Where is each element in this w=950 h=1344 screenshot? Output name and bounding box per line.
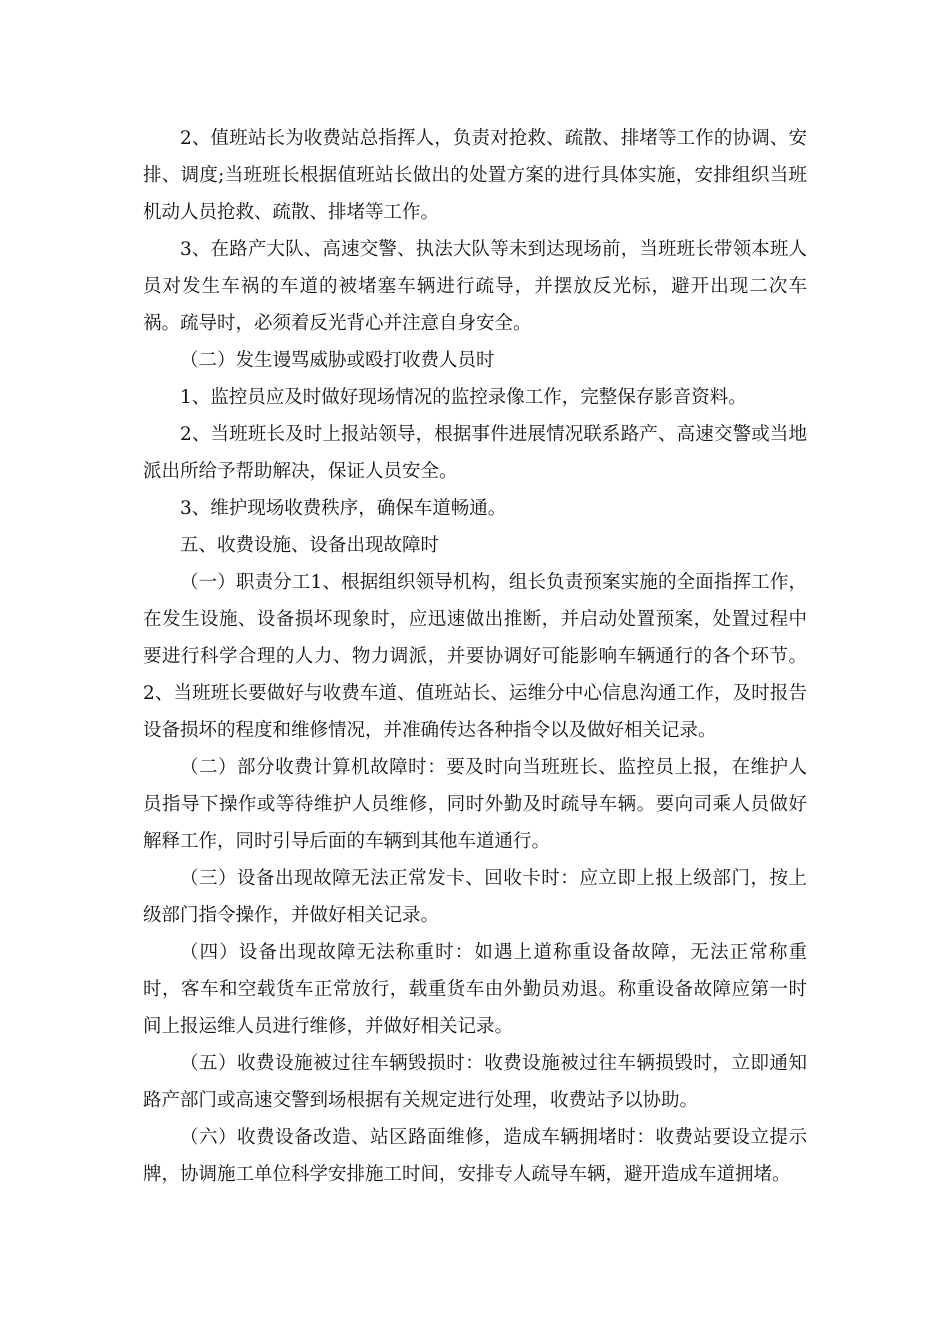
paragraph: 2、值班站长为收费站总指挥人，负责对抢救、疏散、排堵等工作的协调、安排、调度;当班班长根据值班站长做出的处置方案的进行具体实施，安排组织当班机动人员抢救、疏散、排堵等工作。 bbox=[143, 128, 807, 223]
section-heading: 五、收费设施、设备出现故障时 bbox=[180, 535, 440, 556]
paragraph: （三）设备出现故障无法正常发卡、回收卡时：应立即上报上级部门，按上级部门指令操作，并做好相关记录。 bbox=[143, 868, 807, 926]
paragraph: （二）部分收费计算机故障时：要及时向当班班长、监控员上报，在维护人员指导下操作或等待维护人员维修，同时外勤及时疏导车辆。要向司乘人员做好解释工作，同时引导后面的车辆到其他车道通行。 bbox=[143, 757, 807, 852]
paragraph: 1、监控员应及时做好现场情况的监控录像工作，完整保存影音资料。 bbox=[180, 387, 747, 408]
paragraph: 3、维护现场收费秩序，确保车道畅通。 bbox=[180, 498, 507, 519]
paragraph: （一）职责分工1、根据组织领导机构，组长负责预案实施的全面指挥工作，在发生设施、设备损坏现象时，应迅速做出推断，并启动处置预案，处置过程中要进行科学合理的人力、物力调派，并要协调好可能影响车辆通行的各个环节。2、当班班长要做好与收费车道、值班站长、运维分中心信息沟通工作，及时报告设备损坏的程度和维修情况，并准确传达各种指令以及做好相关记录。 bbox=[143, 572, 807, 741]
paragraph: （二）发生谩骂威胁或殴打收费人员时 bbox=[180, 350, 495, 371]
paragraph: （五）收费设施被过往车辆毁损时：收费设施被过往车辆损毁时，立即通知路产部门或高速交警到场根据有关规定进行处理，收费站予以协助。 bbox=[143, 1053, 807, 1111]
paragraph: （四）设备出现故障无法称重时：如遇上道称重设备故障，无法正常称重时，客车和空载货车正常放行，载重货车由外勤员劝退。称重设备故障应第一时间上报运维人员进行维修，并做好相关记录。 bbox=[143, 942, 807, 1037]
paragraph: 2、当班班长及时上报站领导，根据事件进展情况联系路产、高速交警或当地派出所给予帮助解决，保证人员安全。 bbox=[143, 424, 807, 482]
document-body bbox=[143, 120, 807, 1193]
paragraph: 3、在路产大队、高速交警、执法大队等未到达现场前，当班班长带领本班人员对发生车祸的车道的被堵塞车辆进行疏导，并摆放反光标，避开出现二次车祸。疏导时，必须着反光背心并注意自身安全。 bbox=[143, 239, 807, 334]
paragraph: （六）收费设备改造、站区路面维修，造成车辆拥堵时：收费站要设立提示牌，协调施工单位科学安排施工时间，安排专人疏导车辆，避开造成车道拥堵。 bbox=[143, 1127, 807, 1185]
